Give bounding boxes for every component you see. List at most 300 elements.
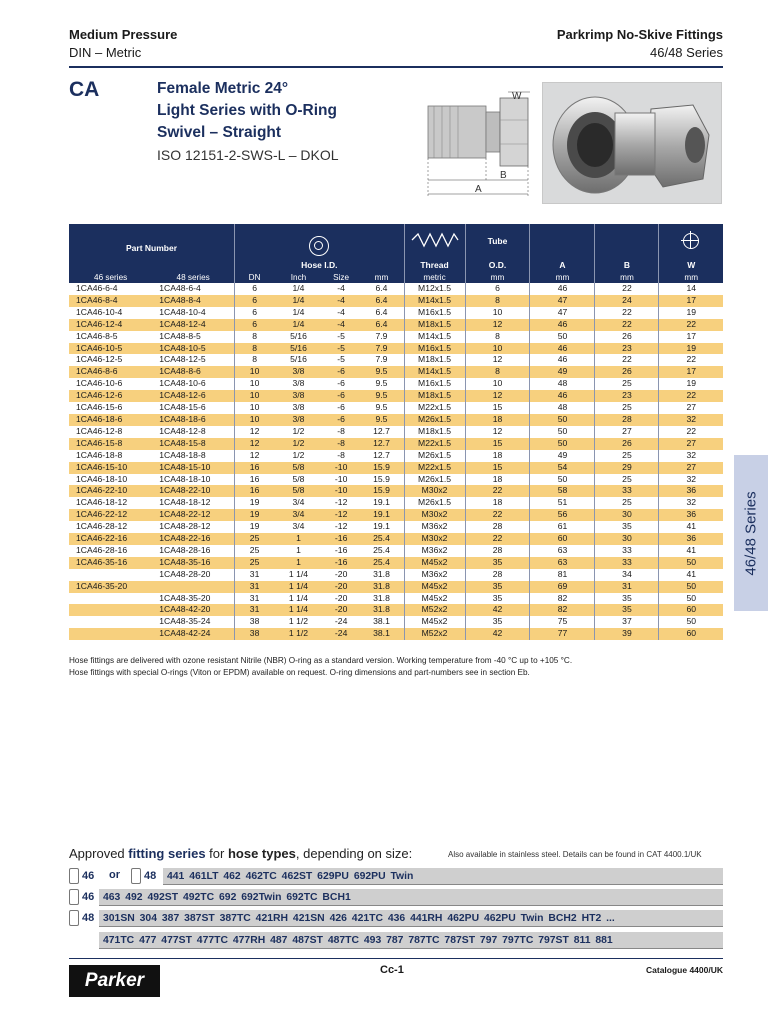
- cell-b: 26: [595, 331, 659, 343]
- hose-types-list: 441 461LT 462 462TC 462ST 629PU 692PU Twin: [163, 868, 723, 885]
- cell-mm: 7.9: [375, 354, 388, 365]
- cell-b: 35: [595, 604, 659, 616]
- cell-od: 10: [465, 307, 530, 319]
- header-tube: Tube: [465, 224, 530, 258]
- cell-thread: M14x1.5: [404, 295, 465, 307]
- subheader-dn: DN: [235, 272, 275, 283]
- cell-dn: 25: [235, 557, 275, 569]
- cell-size: -5: [323, 343, 360, 355]
- cell-size: -6: [323, 414, 360, 426]
- cell-a: 50: [530, 331, 595, 343]
- table-row: [69, 593, 723, 605]
- cell-size: -8: [337, 449, 345, 460]
- cell-dn: 8: [235, 354, 275, 366]
- cell-mm: 6.4: [359, 319, 404, 331]
- cell-part-48: 1CA48-8-4: [152, 295, 234, 307]
- cell-dn: 16: [235, 462, 275, 474]
- cell-part-46: 1CA46-12-8: [76, 425, 123, 436]
- cell-b: 37: [595, 616, 659, 628]
- cell-size: -16: [323, 533, 360, 545]
- cell-b: 25: [595, 497, 659, 509]
- table-row: [69, 283, 723, 295]
- cell-mm: 12.7: [359, 438, 404, 450]
- cell-b: 23: [595, 390, 659, 402]
- header-thread: Thread: [404, 258, 465, 272]
- fitting-technical-drawing: [420, 84, 535, 204]
- cell-od: 18: [465, 497, 530, 509]
- cell-dn: 10: [235, 366, 275, 378]
- cell-inch: 5/8: [274, 462, 323, 474]
- cell-size: -6: [323, 366, 360, 378]
- header-subcategory: DIN – Metric: [69, 45, 142, 60]
- cell-inch: 3/8: [292, 378, 305, 389]
- cell-thread: M45x2: [404, 581, 465, 593]
- cell-b: 35: [595, 593, 659, 605]
- cell-b: 34: [595, 569, 659, 581]
- cell-a: 48: [530, 378, 595, 390]
- cell-w: 32: [659, 450, 723, 462]
- cell-part-48: 1CA48-22-12: [152, 509, 234, 521]
- cell-part-48: 1CA48-15-8: [152, 438, 234, 450]
- cell-thread: M30x2: [404, 533, 465, 545]
- approved-heading-text-1: Approved: [69, 846, 129, 861]
- cell-od: 35: [465, 616, 530, 628]
- subheader-metric: metric: [404, 272, 465, 283]
- cell-b: 30: [595, 533, 659, 545]
- section-side-tab-label: 46/48 Series: [742, 490, 760, 576]
- cell-w: 32: [659, 414, 723, 426]
- cell-dn: 6: [235, 307, 275, 319]
- cell-mm: 38.1: [373, 616, 390, 627]
- page-number: Cc-1: [380, 964, 404, 976]
- table-row: [69, 521, 723, 533]
- series-badge-48: [131, 868, 158, 884]
- cell-od: 28: [465, 521, 530, 533]
- cell-w: 22: [659, 426, 723, 438]
- cell-mm: 19.1: [373, 497, 390, 508]
- fitting-small-icon: [69, 868, 79, 884]
- cell-thread: M26x1.5: [404, 450, 465, 462]
- cell-size: -24: [323, 628, 360, 640]
- cell-thread: M12x1.5: [404, 283, 465, 295]
- cell-thread: M14x1.5: [404, 366, 465, 378]
- cell-inch: 3/4: [292, 497, 305, 508]
- table-row: [69, 402, 723, 414]
- cell-size: -12: [334, 497, 348, 508]
- parker-logo: Parker: [69, 965, 160, 997]
- cell-w: 32: [659, 497, 723, 509]
- approved-heading-text-2: for: [205, 846, 228, 861]
- note-special-oring: Hose fittings with special O-rings (Viton or EPDM) available on request. O-ring dimensions and part-numbers see in section Eb.: [69, 668, 530, 677]
- fitting-small-icon: [69, 910, 79, 926]
- cell-b: 22: [595, 283, 659, 295]
- cell-size: -4: [337, 306, 345, 317]
- cell-a: 50: [530, 438, 595, 450]
- cell-a: 47: [530, 307, 595, 319]
- cell-part-46: 1CA46-22-10: [69, 485, 152, 497]
- cell-part-48: 1CA48-12-4: [152, 319, 234, 331]
- cell-od: 18: [465, 450, 530, 462]
- cell-od: 42: [465, 628, 530, 640]
- cell-od: 12: [465, 426, 530, 438]
- cell-thread: M30x2: [404, 509, 465, 521]
- table-row: [69, 426, 723, 438]
- specification-table: [69, 224, 723, 640]
- hose-types-list: 471TC 477 477ST 477TC 477RH 487 487ST 487TC 493 787 787TC 787ST 797 797TC 797ST 811 881: [99, 932, 723, 949]
- cell-b: 25: [595, 378, 659, 390]
- header-b: B: [595, 258, 659, 272]
- cell-od: 18: [465, 414, 530, 426]
- cell-od: 10: [465, 378, 530, 390]
- header-a: A: [530, 258, 595, 272]
- cell-b: 23: [595, 343, 659, 355]
- table-row: [69, 569, 723, 581]
- cell-size: -24: [334, 616, 348, 627]
- series-badge-48: [69, 910, 96, 926]
- cell-thread: M26x1.5: [404, 414, 465, 426]
- cell-dn: 16: [235, 485, 275, 497]
- cell-b: 22: [595, 319, 659, 331]
- cell-dn: 12: [235, 438, 275, 450]
- hose-types-list: 463 492 492ST 492TC 692 692Twin 692TC BCH1: [99, 889, 723, 906]
- header-od: O.D.: [465, 258, 530, 272]
- cell-part-46: 1CA46-15-8: [69, 438, 152, 450]
- cell-size: -16: [334, 544, 348, 555]
- cell-w: 19: [659, 307, 723, 319]
- cell-b: 30: [595, 509, 659, 521]
- cell-thread: M16x1.5: [404, 378, 465, 390]
- cell-b: 39: [595, 628, 659, 640]
- cell-part-46: 1CA46-22-16: [69, 533, 152, 545]
- table-row: [69, 438, 723, 450]
- notes: [69, 655, 572, 679]
- table-row: [69, 462, 723, 474]
- cell-part-46: 1CA46-18-12: [76, 497, 128, 508]
- approved-heading-hose-types: hose types: [227, 846, 296, 861]
- cell-dn: 19: [235, 521, 275, 533]
- cell-od: 28: [465, 569, 530, 581]
- cell-part-46: 1CA46-18-8: [76, 449, 123, 460]
- cell-size: -20: [334, 568, 348, 579]
- cell-dn: 10: [235, 402, 275, 414]
- cell-size: -10: [323, 485, 360, 497]
- cell-od: 15: [465, 462, 530, 474]
- drawing-label-a: A: [475, 184, 482, 195]
- cell-part-46: 1CA46-10-4: [76, 306, 123, 317]
- cell-thread: M22x1.5: [404, 462, 465, 474]
- cell-inch: 1/2: [274, 438, 323, 450]
- cell-size: -5: [337, 354, 345, 365]
- cell-od: 35: [465, 593, 530, 605]
- cell-inch: 5/16: [290, 354, 307, 365]
- cell-w: 36: [659, 509, 723, 521]
- cell-b: 33: [595, 485, 659, 497]
- cell-inch: 1/4: [292, 306, 305, 317]
- cell-mm: 25.4: [359, 557, 404, 569]
- cell-a: 63: [530, 545, 595, 557]
- cell-part-46: 1CA46-15-6: [76, 402, 123, 413]
- cell-part-48: 1CA48-18-10: [159, 473, 211, 484]
- cell-thread: M26x1.5: [404, 497, 465, 509]
- cell-thread: M16x1.5: [404, 307, 465, 319]
- cell-thread: M36x2: [404, 569, 465, 581]
- cell-dn: 6: [235, 295, 275, 307]
- cell-part-48: 1CA48-28-20: [159, 568, 211, 579]
- cell-thread: M36x2: [404, 545, 465, 557]
- cell-dn: 31: [235, 581, 275, 593]
- cell-size: -6: [337, 378, 345, 389]
- cell-part-48: 1CA48-22-16: [152, 533, 234, 545]
- section-side-tab: [734, 455, 768, 611]
- cell-size: -20: [334, 592, 348, 603]
- header-product-line: Parkrimp No-Skive Fittings: [556, 27, 723, 42]
- cell-size: -8: [323, 438, 360, 450]
- cell-dn: 10: [235, 378, 275, 390]
- header-part-number: Part Number: [69, 224, 235, 272]
- cell-dn: 38: [235, 616, 275, 628]
- cell-a: 46: [530, 390, 595, 402]
- cell-thread: M18x1.5: [404, 354, 465, 366]
- cell-a: 46: [530, 343, 595, 355]
- cell-part-48: 1CA48-8-6: [152, 366, 234, 378]
- fitting-photo: [542, 82, 722, 204]
- cell-od: 35: [465, 581, 530, 593]
- cell-thread: M45x2: [404, 616, 465, 628]
- catalogue-reference: Catalogue 4400/UK: [646, 965, 723, 975]
- cell-dn: 6: [235, 283, 275, 295]
- series-badge-46: [69, 868, 96, 884]
- cell-a: 69: [530, 581, 595, 593]
- cell-mm: 9.5: [375, 378, 388, 389]
- cell-w: 60: [659, 604, 723, 616]
- cell-a: 50: [530, 474, 595, 486]
- cell-a: 49: [530, 366, 595, 378]
- cell-w: 41: [659, 569, 723, 581]
- cell-b: 33: [595, 557, 659, 569]
- cell-w: 22: [659, 319, 723, 331]
- cell-mm: 7.9: [375, 330, 388, 341]
- cell-inch: 3/8: [274, 390, 323, 402]
- note-standard-oring: Hose fittings are delivered with ozone resistant Nitrile (NBR) O-ring as a standard version. Working temperature from -40 °C up to +105 °C.: [69, 656, 573, 665]
- cell-part-46: 1CA46-12-5: [76, 354, 123, 365]
- table-row: [69, 581, 723, 593]
- table-row: [69, 343, 723, 355]
- table-row: [69, 354, 723, 366]
- cell-a: 63: [530, 557, 595, 569]
- cell-inch: 5/8: [292, 473, 305, 484]
- fitting-small-icon: [131, 868, 141, 884]
- cell-w: 50: [659, 557, 723, 569]
- table-row: [69, 331, 723, 343]
- cell-mm: 25.4: [373, 544, 390, 555]
- subheader-b-mm: mm: [595, 272, 659, 283]
- cell-thread: M36x2: [404, 521, 465, 533]
- cell-a: 50: [530, 414, 595, 426]
- cell-inch: 1 1/4: [274, 604, 323, 616]
- header-divider: [69, 66, 723, 68]
- subheader-46-series: 46 series: [69, 272, 152, 283]
- cell-part-46: 1CA46-12-4: [69, 319, 152, 331]
- cell-part-48: 1CA48-8-5: [159, 330, 201, 341]
- cell-inch: 3/8: [292, 402, 305, 413]
- cell-w: 41: [659, 545, 723, 557]
- subheader-48-series: 48 series: [152, 272, 234, 283]
- cell-a: 82: [530, 593, 595, 605]
- series-badge-48-label: 48: [82, 912, 95, 924]
- cell-mm: 19.1: [359, 509, 404, 521]
- cell-part-48: 1CA48-35-16: [152, 557, 234, 569]
- cell-od: 22: [465, 509, 530, 521]
- cell-a: 49: [530, 450, 595, 462]
- cell-part-46: 1CA46-8-5: [76, 330, 118, 341]
- cell-part-48: 1CA48-35-20: [159, 592, 211, 603]
- cell-inch: 1 1/2: [274, 628, 323, 640]
- table-row: [69, 497, 723, 509]
- cell-part-46: 1CA46-22-12: [69, 509, 152, 521]
- cell-part-46: [69, 604, 152, 616]
- cell-mm: 7.9: [359, 343, 404, 355]
- cell-w: 22: [659, 354, 723, 366]
- cell-thread: M52x2: [404, 604, 465, 616]
- cell-mm: 38.1: [359, 628, 404, 640]
- series-badge-46-label: 46: [82, 870, 95, 882]
- series-badge-46: [69, 889, 96, 905]
- cell-inch: 1: [274, 533, 323, 545]
- cell-mm: 9.5: [375, 402, 388, 413]
- cell-part-48: 1CA48-12-8: [159, 425, 206, 436]
- cell-part-46: 1CA46-18-6: [69, 414, 152, 426]
- cell-inch: 3/8: [274, 414, 323, 426]
- cell-dn: 31: [235, 604, 275, 616]
- cell-a: 50: [530, 426, 595, 438]
- subheader-w-mm: mm: [659, 272, 723, 283]
- cell-part-48: 1CA48-18-12: [159, 497, 211, 508]
- cell-part-48: 1CA48-28-12: [159, 521, 211, 532]
- cell-thread: M22x1.5: [404, 402, 465, 414]
- table-row: [69, 533, 723, 545]
- cell-od: 15: [465, 438, 530, 450]
- cell-dn: 31: [235, 569, 275, 581]
- cell-a: 75: [530, 616, 595, 628]
- cell-size: -6: [323, 390, 360, 402]
- cell-b: 25: [595, 474, 659, 486]
- cell-part-48: 1CA48-42-24: [152, 628, 234, 640]
- cell-w: 36: [659, 533, 723, 545]
- cell-od: 10: [465, 343, 530, 355]
- cell-thread: M45x2: [404, 557, 465, 569]
- approved-heading-text-3: , depending on size:: [295, 846, 413, 861]
- cell-w: 36: [659, 485, 723, 497]
- cell-a: 48: [530, 402, 595, 414]
- cell-part-48: 1CA48-12-6: [152, 390, 234, 402]
- table-row: [69, 509, 723, 521]
- cell-w: 50: [659, 616, 723, 628]
- cell-part-46: 1CA46-8-6: [69, 366, 152, 378]
- cell-b: 33: [595, 545, 659, 557]
- cell-inch: 1/4: [292, 283, 305, 293]
- cell-w: 27: [659, 402, 723, 414]
- cell-part-48: 1CA48-12-5: [159, 354, 206, 365]
- cell-w: 27: [659, 438, 723, 450]
- cell-b: 31: [595, 581, 659, 593]
- cell-mm: 9.5: [359, 366, 404, 378]
- cell-w: 17: [659, 331, 723, 343]
- cell-w: 19: [659, 378, 723, 390]
- cell-inch: 1/4: [274, 295, 323, 307]
- cell-w: 41: [659, 521, 723, 533]
- cell-w: 22: [659, 390, 723, 402]
- cell-w: 14: [659, 283, 723, 295]
- cell-mm: 15.9: [359, 462, 404, 474]
- table-row: [69, 616, 723, 628]
- cell-inch: 5/16: [274, 343, 323, 355]
- cell-mm: 6.4: [359, 295, 404, 307]
- cell-b: 29: [595, 462, 659, 474]
- cell-dn: 25: [235, 545, 275, 557]
- cell-dn: 10: [235, 414, 275, 426]
- cell-size: -4: [323, 295, 360, 307]
- cell-mm: 15.9: [373, 473, 390, 484]
- cell-inch: 1 1/4: [288, 568, 309, 579]
- cell-b: 25: [595, 402, 659, 414]
- cell-dn: 8: [235, 331, 275, 343]
- subheader-a-mm: mm: [530, 272, 595, 283]
- cell-size: -12: [323, 509, 360, 521]
- cell-part-48: 1CA48-35-24: [159, 616, 211, 627]
- cell-od: 22: [465, 533, 530, 545]
- cell-inch: 5/16: [290, 330, 307, 341]
- approved-row-46: [69, 889, 723, 905]
- cell-dn: 12: [235, 450, 275, 462]
- fitting-small-icon: [69, 889, 79, 905]
- cell-b: 26: [595, 438, 659, 450]
- cell-od: 6: [465, 283, 530, 295]
- cell-mm: 9.5: [359, 414, 404, 426]
- specification-table-body: [69, 283, 723, 640]
- cell-od: 28: [465, 545, 530, 557]
- cell-a: 60: [530, 533, 595, 545]
- cell-mm: 6.4: [375, 283, 388, 293]
- series-badge-46-label: 46: [82, 891, 95, 903]
- cell-dn: 38: [235, 628, 275, 640]
- cell-w: 32: [659, 474, 723, 486]
- cell-od: 15: [465, 402, 530, 414]
- table-row: [69, 378, 723, 390]
- cell-a: 51: [530, 497, 595, 509]
- cell-a: 56: [530, 509, 595, 521]
- approved-heading: [69, 846, 412, 861]
- table-row: [69, 307, 723, 319]
- table-row: [69, 474, 723, 486]
- cell-inch: 1/2: [292, 425, 305, 436]
- cell-a: 77: [530, 628, 595, 640]
- cell-a: 46: [530, 283, 595, 295]
- cell-part-46: 1CA46-28-12: [76, 521, 128, 532]
- cell-mm: 12.7: [373, 449, 390, 460]
- cell-size: -10: [323, 462, 360, 474]
- hex-wrench-icon: [683, 233, 699, 249]
- cell-od: 35: [465, 557, 530, 569]
- table-row: [69, 450, 723, 462]
- cell-part-46: 1CA46-8-4: [69, 295, 152, 307]
- cell-thread: M16x1.5: [404, 343, 465, 355]
- cell-mm: 19.1: [373, 521, 390, 532]
- header-b-blank: [595, 224, 659, 258]
- cell-inch: 1: [296, 544, 301, 555]
- cell-part-48: 1CA48-10-4: [159, 306, 206, 317]
- approved-row-46-48: [69, 868, 723, 884]
- header-w: W: [659, 258, 723, 272]
